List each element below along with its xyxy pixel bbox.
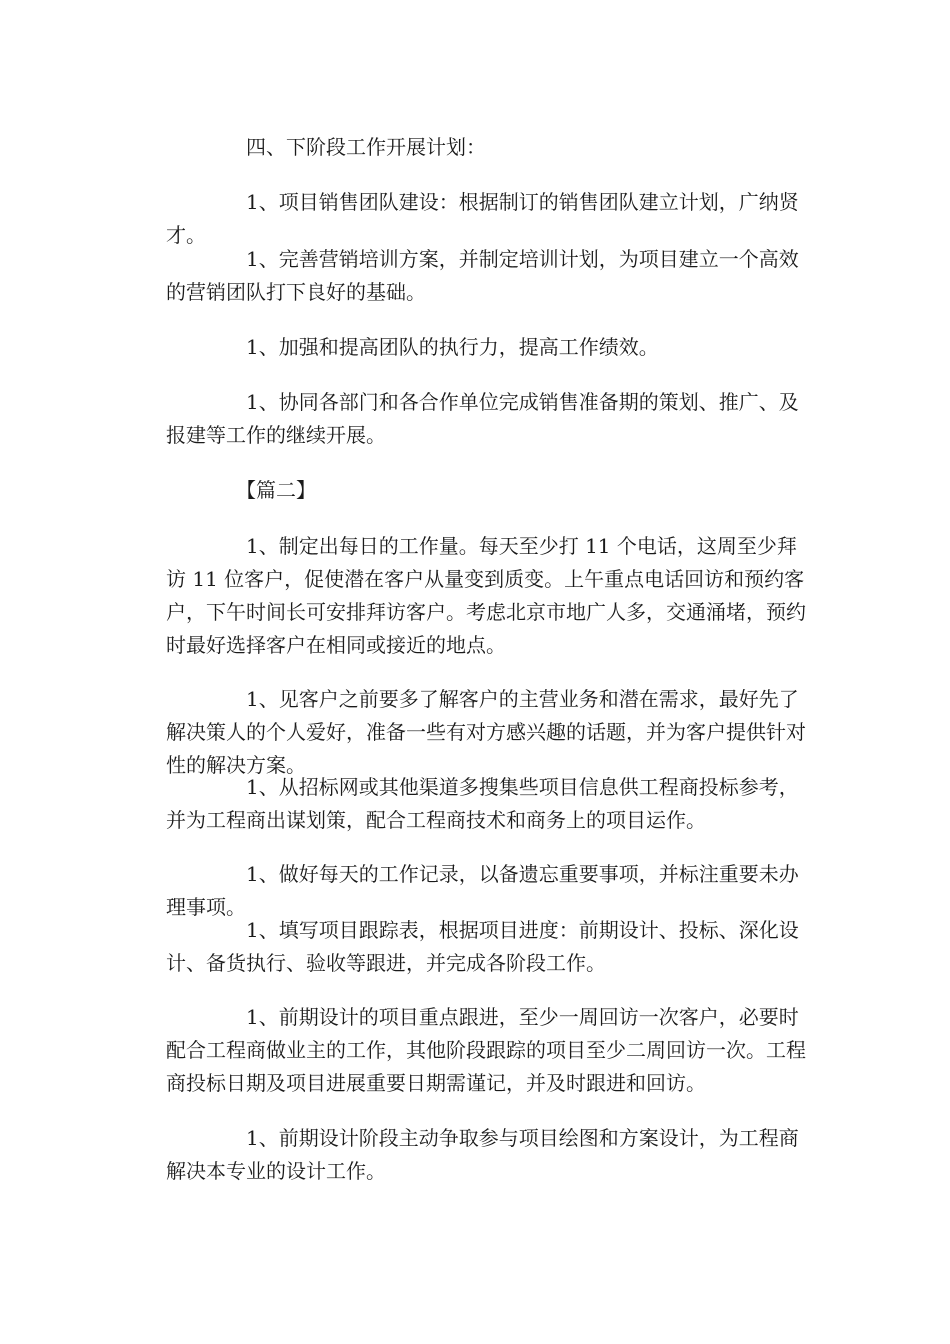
paragraph-coordination: 1、协同各部门和各合作单位完成销售准备期的策划、推广、及报建等工作的继续开展。 [166, 390, 799, 447]
paragraph-design-stage: 1、前期设计阶段主动争取参与项目绘图和方案设计，为工程商解决本专业的设计工作。 [166, 1126, 799, 1183]
paragraph-follow-up: 1、前期设计的项目重点跟进，至少一周回访一次客户，必要时配合工程商做业主的工作，其他阶段跟踪的项目至少二周回访一次。工程商投标日期及项目进展重要日期需谨记，并及时跟进和回访。 [166, 1005, 806, 1095]
section-heading-plan: 四、下阶段工作开展计划： [166, 135, 486, 159]
paragraph-training: 1、完善营销培训方案，并制定培训计划，为项目建立一个高效的营销团队打下良好的基础。 [166, 247, 799, 304]
paragraph-daily-workload: 1、制定出每日的工作量。每天至少打 11 个电话，这周至少拜访 11 位客户，促使潜在客户从量变到质变。上午重点电话回访和预约客户，下午时间长可安排拜访客户。考虑北京市地广人多，交通涌堵，预约时最好选择客户在相同或接近的地点。 [166, 534, 806, 657]
section-heading-part-two: 【篇二】 [166, 478, 316, 502]
paragraph-execution: 1、加强和提高团队的执行力，提高工作绩效。 [166, 335, 659, 359]
paragraph-project-tracking: 1、填写项目跟踪表，根据项目进度：前期设计、投标、深化设计、备货执行、验收等跟进，并完成各阶段工作。 [166, 918, 799, 975]
paragraph-team-building: 1、项目销售团队建设：根据制订的销售团队建立计划，广纳贤才。 [166, 190, 799, 247]
paragraph-customer-research: 1、见客户之前要多了解客户的主营业务和潜在需求，最好先了解决策人的个人爱好，准备一些有对方感兴趣的话题，并为客户提供针对性的解决方案。 [166, 687, 806, 777]
paragraph-tender-info: 1、从招标网或其他渠道多搜集些项目信息供工程商投标参考，并为工程商出谋划策，配合工程商技术和商务上的项目运作。 [166, 775, 799, 832]
paragraph-work-log: 1、做好每天的工作记录，以备遗忘重要事项，并标注重要未办理事项。 [166, 862, 799, 919]
